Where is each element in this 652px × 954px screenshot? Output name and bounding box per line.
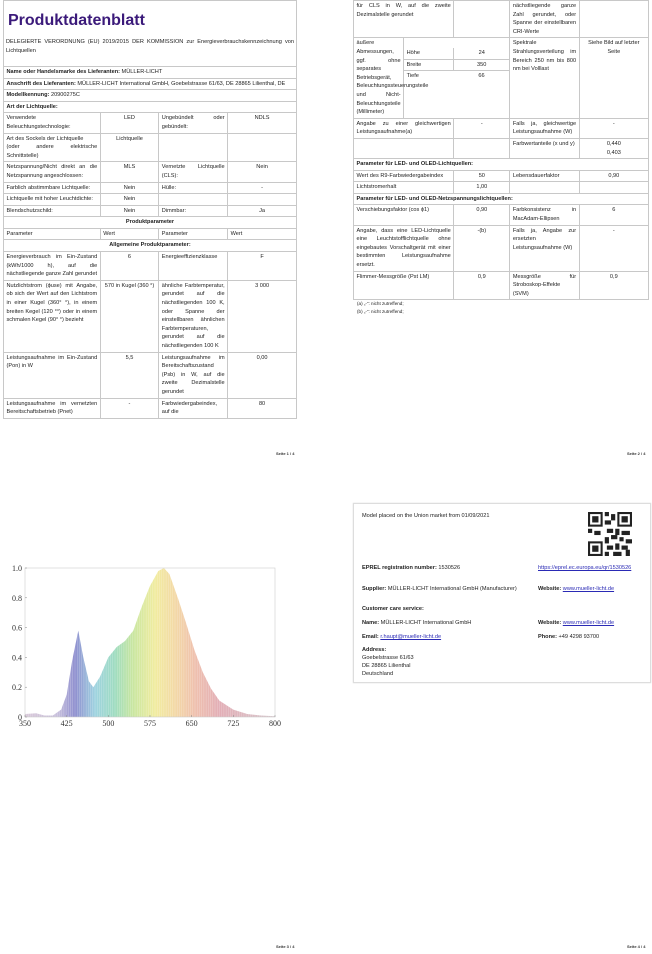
product-data-table xyxy=(3,0,297,419)
page-number: Seite 3 / 4 xyxy=(276,944,295,949)
model-value: 20900275C xyxy=(50,92,80,99)
table-row xyxy=(354,193,649,205)
parameter-name: Blendschutzschild: xyxy=(4,205,101,217)
qr-code-icon[interactable] xyxy=(588,512,632,556)
section-heading: Parameter für LED- und OLED-Netzspannungslichtquellen: xyxy=(354,193,649,205)
table-row xyxy=(4,228,297,240)
parameter-value: - xyxy=(228,182,297,194)
parameter-name: Verschiebungsfaktor (cos ϕ1) xyxy=(354,205,454,225)
parameter-name: Lichtstromerhalt xyxy=(354,182,454,194)
name-value: MÜLLER-LICHT International GmbH xyxy=(380,620,472,626)
website-link[interactable]: www.mueller-licht.de xyxy=(562,620,615,626)
table-row xyxy=(4,182,297,194)
parameter-value: 1,00 xyxy=(454,182,510,194)
page-title: Produktdatenblatt xyxy=(8,11,145,29)
parameter-value: NDLS xyxy=(228,113,297,133)
supplier-label: Name oder Handelsmarke des Lieferanten: xyxy=(6,68,120,75)
parameter-name: Hülle: xyxy=(159,182,228,194)
dim-name: Breite xyxy=(404,59,453,71)
parameter-name: Angabe zu einer gleichwertigen Leistungsaufnahme(a) xyxy=(354,118,454,138)
parameter-name xyxy=(159,194,228,206)
y-tick-label: 1.0 xyxy=(12,564,22,573)
table-row xyxy=(4,280,297,352)
model-label: Modellkennung: xyxy=(6,92,50,99)
table-row xyxy=(4,205,297,217)
website-label: Website: xyxy=(538,586,562,592)
phone-value: +49 4298 93700 xyxy=(558,634,600,640)
parameter-value: 0,90 xyxy=(579,170,648,182)
page-number: Seite 4 / 4 xyxy=(627,944,646,949)
parameter-name: Energieeffizienzklasse xyxy=(159,252,228,281)
supplier-value: MÜLLER-LICHT International GmbH (Manufacturer) xyxy=(387,586,517,592)
table-row xyxy=(4,252,297,281)
dimensions-row xyxy=(354,38,649,118)
customer-care-label: Customer care service: xyxy=(362,606,424,612)
table-row xyxy=(354,271,649,300)
parameter-name xyxy=(354,138,454,158)
parameter-value: 0,9 xyxy=(454,271,510,300)
table-row xyxy=(4,113,297,133)
spectrum-area xyxy=(25,568,275,717)
parameter-name: Farbwiedergabeindex, auf die xyxy=(159,398,228,418)
table-row xyxy=(4,240,297,252)
table-row xyxy=(4,133,297,162)
dim-name: Höhe xyxy=(404,48,453,59)
x-tick-label: 500 xyxy=(102,719,115,728)
parameter-value: 6 xyxy=(100,252,159,281)
parameter-name: Netzspannung/Nicht direkt an die Netzspannung angeschlossen: xyxy=(4,162,101,182)
footnote: (a) „-“: nicht zutreffend; xyxy=(357,301,404,307)
parameter-name: Dimmbar: xyxy=(159,205,228,217)
supplier-label: Supplier: xyxy=(362,586,387,592)
section-heading: Allgemeine Produktparameter: xyxy=(4,240,297,252)
column-header: Wert xyxy=(228,228,297,240)
address-line: DE 28865 Lilienthal xyxy=(362,663,411,669)
address-line: Goebelstrasse 61/63 xyxy=(362,655,414,661)
parameter-value: - xyxy=(579,225,648,271)
table-row xyxy=(4,101,297,113)
parameter-name: Lebensdauerfaktor xyxy=(510,170,579,182)
y-tick-label: 0 xyxy=(18,713,22,722)
x-tick-label: 350 xyxy=(19,719,31,728)
parameter-value xyxy=(228,133,297,162)
spectral-distribution-chart xyxy=(0,555,300,740)
market-date: Model placed on the Union market from 01/09/2021 xyxy=(362,513,490,519)
footnote: (b) „-“: nicht zutreffend; xyxy=(357,309,404,315)
dim-value: 66 xyxy=(478,73,485,80)
table-row xyxy=(354,118,649,138)
parameter-name: nächstliegende ganze Zahl gerundet, oder Spanne der einstellbaren CRI-Werte xyxy=(510,1,579,38)
table-row xyxy=(354,138,649,158)
parameter-name: Nutzlichtstrom (ϕuse) mit Angabe, ob sich der Wert auf den Lichtstrom in einer Kugel (360° °), in einem breiten Kegel (120 °°) oder in einem schmalen Kegel (90° °) bezieht xyxy=(4,280,101,352)
parameter-value: Lichtquelle xyxy=(100,133,159,162)
parameter-value: Nein xyxy=(100,182,159,194)
column-header: Wert xyxy=(100,228,159,240)
page-number: Seite 1 / 4 xyxy=(276,451,295,456)
parameter-value: F xyxy=(228,252,297,281)
y-tick-label: 0.2 xyxy=(12,683,22,693)
param-value: Siehe Bild auf letzter Seite xyxy=(579,38,648,118)
product-data-table-continued xyxy=(353,0,649,300)
parameter-name: ähnliche Farbtemperatur, gerundet auf die nächstliegenden 100 K, oder Spanne der einstellbaren ähnlichen Farbtemperaturen, gerundet auf die nächstliegenden 100 K xyxy=(159,280,228,352)
x-tick-label: 575 xyxy=(144,719,156,728)
y-tick-label: 0.4 xyxy=(12,653,22,663)
website-label: Website: xyxy=(538,620,562,626)
parameter-name: für CLS in W, auf die zweite Dezimalstelle gerundet xyxy=(354,1,454,38)
parameter-value: 0,90 xyxy=(454,205,510,225)
dimensions-label: äußere Abmessungen, ggf. ohne separates Betriebsgerät, Beleuchtungssteuerungsteile und Nicht-Beleuchtungsteile (Millimeter) xyxy=(354,38,404,118)
param-label: Spektrale Strahlungsverteilung im Bereich 250 nm bis 800 nm bei Volllast xyxy=(510,38,579,118)
x-tick-label: 650 xyxy=(185,719,198,728)
parameter-value xyxy=(228,194,297,206)
parameter-value: 0,9 xyxy=(579,271,648,300)
parameter-name: Lichtquelle mit hoher Leuchtdichte: xyxy=(4,194,101,206)
dim-value: 350 xyxy=(454,59,510,71)
parameter-name: Flimmer-Messgröße (Pst LM) xyxy=(354,271,454,300)
parameter-name xyxy=(510,182,579,194)
table-row xyxy=(4,194,297,206)
parameter-name: Verwendete Beleuchtungstechnologie: xyxy=(4,113,101,133)
table-row xyxy=(354,170,649,182)
section-heading: Art der Lichtquelle: xyxy=(4,101,297,113)
parameter-value: 5,5 xyxy=(100,352,159,398)
parameter-name: Leistungsaufnahme im vernetzten Bereitschaftsbetrieb (Pnet) xyxy=(4,398,101,418)
table-row xyxy=(354,182,649,194)
parameter-name: Art des Sockels der Lichtquelle (oder andere elektrische Schnittstelle) xyxy=(4,133,101,162)
table-row xyxy=(4,352,297,398)
parameter-value xyxy=(579,1,648,38)
page-number: Seite 2 / 4 xyxy=(627,451,646,456)
parameter-value xyxy=(454,1,510,38)
dim-name: Tiefe xyxy=(406,73,419,80)
x-tick-label: 425 xyxy=(60,719,73,728)
parameter-value: 80 xyxy=(228,398,297,418)
page-1 xyxy=(3,0,297,450)
parameter-value: MLS xyxy=(100,162,159,182)
eprel-info-card xyxy=(353,503,651,683)
parameter-value: -(b) xyxy=(454,225,510,271)
parameter-value: - xyxy=(454,118,510,138)
section-heading: Parameter für LED- und OLED-Lichtquellen: xyxy=(354,159,649,171)
parameter-value: Nein xyxy=(228,162,297,182)
table-row xyxy=(354,159,649,171)
parameter-name: Falls ja, Angabe zur ersetzten Leistungsaufnahme (W) xyxy=(510,225,579,271)
parameter-value: 0,440 0,403 xyxy=(579,138,648,158)
parameter-value: Ja xyxy=(228,205,297,217)
eprel-link[interactable]: https://eprel.ec.europa.eu/qr/1530526 xyxy=(538,565,632,571)
parameter-value: 3 000 xyxy=(228,280,297,352)
parameter-name: Leistungsaufnahme im Ein-Zustand (Pon) in W xyxy=(4,352,101,398)
table-row xyxy=(4,217,297,229)
column-header: Parameter xyxy=(159,228,228,240)
phone-label: Phone: xyxy=(538,634,557,640)
parameter-name: Vernetzte Lichtquelle (CLS): xyxy=(159,162,228,182)
parameter-name: Farblich abstimmbare Lichtquelle: xyxy=(4,182,101,194)
address-value: MÜLLER-LICHT International GmbH, Goebelstrasse 61/63, DE 28865 Lilienthal, DE xyxy=(77,80,286,87)
parameter-name: Messgröße für Stroboskop-Effekte (SVM) xyxy=(510,271,579,300)
parameter-value: 50 xyxy=(454,170,510,182)
x-tick-label: 725 xyxy=(227,719,240,728)
eprel-number: 1530526 xyxy=(438,565,461,571)
regulation-text: DELEGIERTE VERORDNUNG (EU) 2019/2015 DER KOMMISSION zur Energieverbrauchskennzeichnung von Lichtquellen xyxy=(6,39,294,54)
parameter-value: - xyxy=(579,118,648,138)
parameter-name: Energieverbrauch im Ein-Zustand (kWh/1000 h), auf die nächstliegende ganze Zahl gerundet xyxy=(4,252,101,281)
x-tick-label: 800 xyxy=(269,719,281,728)
parameter-name: Wert des R9-Farbwiedergabeindex xyxy=(354,170,454,182)
parameter-value xyxy=(579,182,648,194)
parameter-value: LED xyxy=(100,113,159,133)
table-row xyxy=(354,1,649,38)
dim-value: 24 xyxy=(454,48,510,59)
address-line: Deutschland xyxy=(362,671,394,677)
parameter-value: Nein xyxy=(100,194,159,206)
parameter-name: Farbwertanteile (x und y) xyxy=(510,138,579,158)
table-row xyxy=(4,398,297,418)
parameter-name: Farbkonsistenz in MacAdam-Ellipsen xyxy=(510,205,579,225)
parameter-name: Leistungsaufnahme im Bereitschaftszustand (Psb) in W, auf die zweite Dezimalstelle gerundet xyxy=(159,352,228,398)
email-link[interactable]: r.haupt@mueller-licht.de xyxy=(380,634,442,640)
parameter-name: Angabe, dass eine LED-Lichtquelle eine Leuchtstofflichtquelle ohne eingebautes Vorschaltgerät mit einer bestimmten Leistungsaufnahme ersetzt. xyxy=(354,225,454,271)
parameter-name xyxy=(159,133,228,162)
table-row xyxy=(4,162,297,182)
page-2 xyxy=(353,0,649,350)
parameter-value: - xyxy=(100,398,159,418)
parameter-value: 0,00 xyxy=(228,352,297,398)
parameter-value: 570 in Kugel (360 °) xyxy=(100,280,159,352)
y-tick-label: 0.8 xyxy=(12,593,22,603)
address-label: Address: xyxy=(362,647,387,653)
supplier-value: MÜLLER-LICHT xyxy=(121,68,163,75)
parameter-value: Nein xyxy=(100,205,159,217)
parameter-value: 6 xyxy=(579,205,648,225)
table-row xyxy=(354,205,649,225)
address-label: Anschrift des Lieferanten: xyxy=(6,80,76,87)
column-header: Parameter xyxy=(4,228,101,240)
parameter-name: Ungebündelt oder gebündelt: xyxy=(159,113,228,133)
parameter-value xyxy=(454,138,510,158)
website-link[interactable]: www.mueller-licht.de xyxy=(562,586,615,592)
y-tick-label: 0.6 xyxy=(12,623,22,633)
email-label: Email: xyxy=(362,634,379,640)
table-row xyxy=(354,225,649,271)
name-label: Name: xyxy=(362,620,380,626)
section-heading: Produktparameter xyxy=(4,217,297,229)
parameter-name: Falls ja, gleichwertige Leistungsaufnahme (W) xyxy=(510,118,579,138)
eprel-label: EPREL registration number: xyxy=(362,565,437,571)
